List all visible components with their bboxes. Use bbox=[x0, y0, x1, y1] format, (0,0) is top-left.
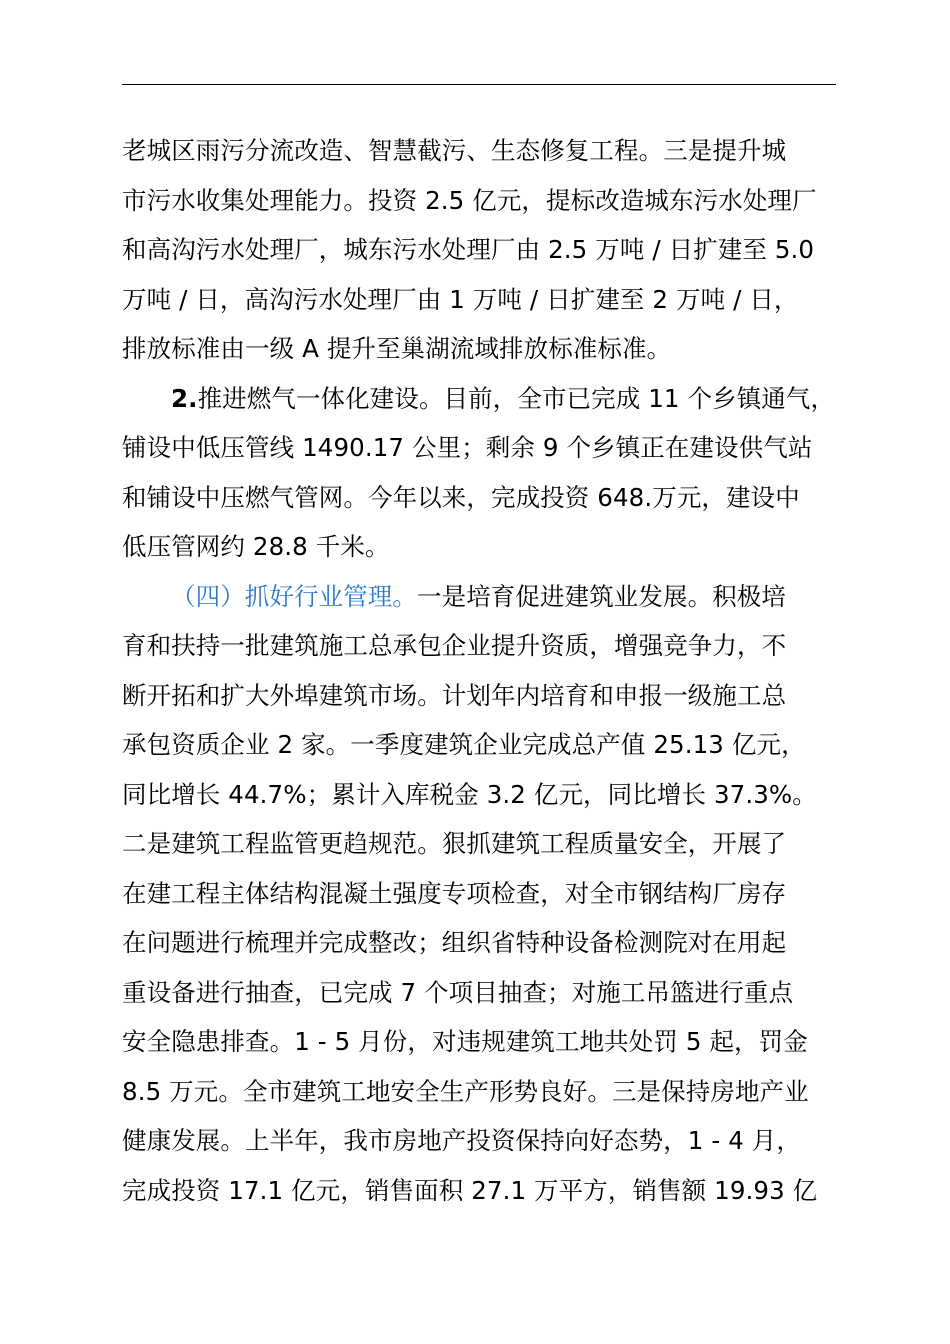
text-line: 和高沟污水处理厂，城东污水处理厂由 2.5 万吨 / 日扩建至 5.0 bbox=[122, 235, 815, 264]
item-number: 2. bbox=[171, 383, 198, 413]
section-text: 一是培育促进建筑业发展。积极培 bbox=[417, 581, 786, 611]
text-line: 排放标准由一级 A 提升至巢湖流域排放标准标准。 bbox=[122, 334, 672, 363]
text-line: 育和扶持一批建筑施工总承包企业提升资质，增强竞争力，不 bbox=[122, 631, 787, 660]
text-line: 和铺设中压燃气管网。今年以来，完成投资 648.万元，建设中 bbox=[122, 482, 800, 512]
text-line: 老城区雨污分流改造、智慧截污、生态修复工程。三是提升城 bbox=[122, 136, 787, 165]
text-line: 安全隐患排查。1 - 5 月份，对违规建筑工地共处罚 5 起，罚金 bbox=[122, 1027, 808, 1056]
paragraph-gas-first-line bbox=[122, 374, 862, 424]
section-heading: （四）抓好行业管理。 bbox=[171, 581, 417, 611]
text-line: 8.5 万元。全市建筑工地安全生产形势良好。三是保持房地产业 bbox=[122, 1076, 809, 1106]
header-rule bbox=[122, 84, 836, 85]
text-line: 同比增长 44.7%；累计入库税金 3.2 亿元，同比增长 37.3%。 bbox=[122, 779, 817, 809]
text-line: 在建工程主体结构混凝土强度专项检查，对全市钢结构厂房存 bbox=[122, 878, 787, 908]
paragraph-management-first-line bbox=[122, 572, 862, 622]
body-text bbox=[122, 126, 862, 1215]
text-line: 承包资质企业 2 家。一季度建筑企业完成总产值 25.13 亿元， bbox=[122, 730, 806, 759]
text-line: 铺设中低压管线 1490.17 公里；剩余 9 个乡镇正在建设供气站 bbox=[122, 433, 813, 462]
text-line: 健康发展。上半年，我市房地产投资保持向好态势，1 - 4 月， bbox=[122, 1126, 801, 1155]
text-line: 万吨 / 日，高沟污水处理厂由 1 万吨 / 日扩建至 2 万吨 / 日， bbox=[122, 284, 799, 314]
text-line: 二是建筑工程监管更趋规范。狠抓建筑工程质量安全，开展了 bbox=[122, 829, 787, 858]
text-line: 市污水收集处理能力。投资 2.5 亿元，提标改造城东污水处理厂 bbox=[122, 185, 817, 215]
text-line: 完成投资 17.1 亿元，销售面积 27.1 万平方，销售额 19.93 亿 bbox=[122, 1175, 818, 1205]
text-line: 重设备进行抽查，已完成 7 个项目抽查；对施工吊篮进行重点 bbox=[122, 977, 794, 1007]
text-line: 在问题进行梳理并完成整改；组织省特种设备检测院对在用起 bbox=[122, 928, 787, 957]
text-line: 低压管网约 28.8 千米。 bbox=[122, 532, 390, 561]
item-text: 推进燃气一体化建设。目前，全市已完成 11 个乡镇通气， bbox=[197, 383, 836, 413]
text-line: 断开拓和扩大外埠建筑市场。计划年内培育和申报一级施工总 bbox=[122, 680, 787, 710]
